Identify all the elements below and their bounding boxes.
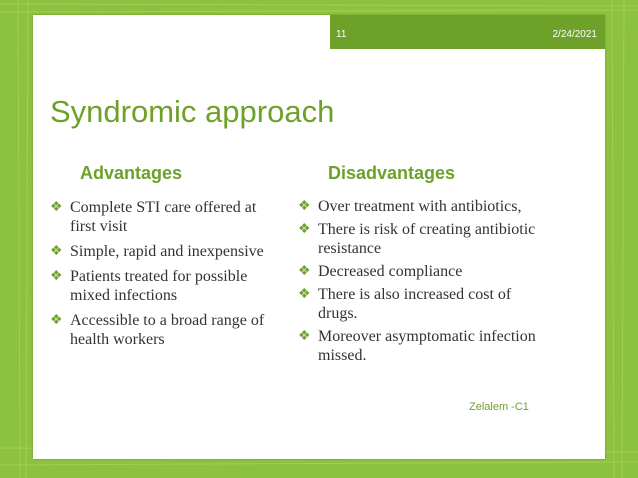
slide-number: 11 bbox=[336, 29, 347, 40]
list-item: ❖ There is also increased cost of drugs. bbox=[298, 286, 512, 322]
list-item: ❖ Decreased compliance bbox=[298, 263, 463, 280]
diamond-bullet-icon: ❖ bbox=[298, 264, 311, 279]
list-item: ❖ Complete STI care offered at first visit bbox=[50, 199, 257, 235]
disadvantages-heading: Disadvantages bbox=[328, 163, 456, 183]
advantages-heading: Advantages bbox=[80, 163, 183, 183]
diamond-bullet-icon: ❖ bbox=[50, 244, 63, 259]
diamond-bullet-icon: ❖ bbox=[298, 199, 311, 214]
diamond-bullet-icon: ❖ bbox=[298, 329, 311, 344]
diamond-bullet-icon: ❖ bbox=[298, 287, 311, 302]
list-item: ❖ Patients treated for possible mixed infections bbox=[50, 268, 248, 304]
diamond-bullet-icon: ❖ bbox=[50, 313, 63, 328]
diamond-bullet-icon: ❖ bbox=[50, 200, 63, 215]
slide-header-bar bbox=[330, 15, 605, 49]
list-item: ❖ Moreover asymptomatic infection missed. bbox=[298, 328, 536, 364]
slide-title: Syndromic approach bbox=[50, 94, 335, 129]
slide-footer: Zelalem -C1 bbox=[469, 401, 529, 413]
advantages-list bbox=[48, 198, 276, 355]
diamond-bullet-icon: ❖ bbox=[298, 222, 311, 237]
list-item: ❖ Over treatment with antibiotics, bbox=[298, 198, 522, 215]
list-item: ❖ Simple, rapid and inexpensive bbox=[50, 243, 264, 260]
list-item: ❖ There is risk of creating antibiotic resistance bbox=[298, 221, 536, 257]
list-item: ❖ Accessible to a broad range of health workers bbox=[50, 312, 265, 348]
diamond-bullet-icon: ❖ bbox=[50, 269, 63, 284]
disadvantages-list bbox=[296, 197, 536, 369]
slide-date: 2/24/2021 bbox=[552, 29, 597, 40]
